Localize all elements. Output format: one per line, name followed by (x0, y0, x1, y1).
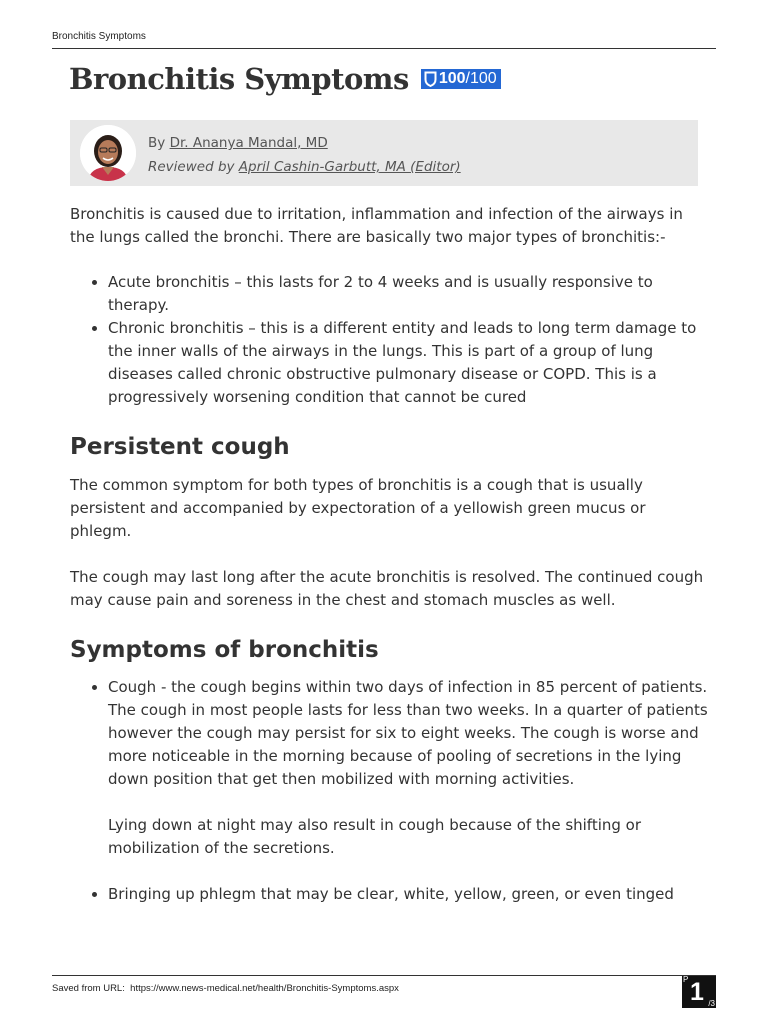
saved-from-label: Saved from URL: (52, 983, 125, 994)
author-link[interactable]: Dr. Ananya Mandal, MD (169, 135, 328, 151)
section-heading-persistent-cough: Persistent cough (70, 434, 290, 460)
byline-text (148, 131, 461, 179)
page-prefix: P (683, 975, 689, 984)
score-total: /100 (465, 70, 497, 87)
author-line (148, 131, 461, 155)
footer-divider (52, 975, 716, 976)
footer-source (52, 983, 399, 994)
page-title: Bronchitis Symptoms (69, 62, 409, 96)
list-item: • Bringing up phlegm that may be clear, white, yellow, green, or even tinged (108, 883, 710, 906)
by-label: By (148, 135, 166, 151)
symptoms-list (70, 676, 710, 906)
reviewer-link[interactable]: April Cashin-Garbutt, MA (Editor) (238, 159, 461, 175)
source-url: https://www.news-medical.net/health/Bronchitis-Symptoms.aspx (130, 983, 399, 994)
byline-box (70, 120, 698, 186)
article-body (70, 203, 710, 906)
intro-paragraph: Bronchitis is caused due to irritation, inflammation and infection of the airways in the lungs called the bronchi. There are basically two major types of bronchitis:- (70, 205, 683, 246)
list-item: • Chronic bronchitis – this is a different entity and leads to long term damage to the inner walls of the airways in the lungs. This is part of a group of lung diseases called chronic obstructive pulmonary disease or COPD. This is a progressively worsening condition that cannot be cured (108, 317, 710, 409)
title-row (69, 62, 501, 96)
author-avatar (80, 125, 136, 181)
running-header: Bronchitis Symptoms (52, 31, 146, 42)
cough-paragraph-1: The common symptom for both types of bronchitis is a cough that is usually persistent and accompanied by expectoration of a yellowish green mucus or phlegm. (70, 476, 646, 540)
page-number: 1 (690, 978, 704, 1006)
reviewed-by-label: Reviewed by (148, 159, 235, 175)
score-value: 100 (438, 70, 466, 87)
shield-icon (424, 71, 437, 87)
list-item: • Acute bronchitis – this lasts for 2 to 4 weeks and is usually responsive to therapy. (108, 271, 710, 317)
page-total: /3 (708, 999, 715, 1008)
cough-symptom-extra: Lying down at night may also result in cough because of the shifting or mobilization of the secretions. (108, 816, 642, 857)
header-divider (52, 48, 716, 49)
page-indicator (682, 976, 716, 1008)
bronchitis-types-list (70, 271, 710, 409)
section-heading-symptoms: Symptoms of bronchitis (70, 637, 379, 663)
list-item (108, 676, 710, 883)
score-badge (421, 69, 501, 89)
reviewer-line (148, 155, 461, 179)
cough-symptom-text: Cough - the cough begins within two days of infection in 85 percent of patients. The cough in most people lasts for less than two weeks. In a quarter of patients however the cough may persist for six to eight weeks. The cough is worse and more noticeable in the morning because of pooling of secretions in the lying down position that get then mobilized with morning activities. (108, 678, 708, 788)
cough-paragraph-2: The cough may last long after the acute bronchitis is resolved. The continued cough may cause pain and soreness in the chest and stomach muscles as well. (70, 568, 704, 609)
